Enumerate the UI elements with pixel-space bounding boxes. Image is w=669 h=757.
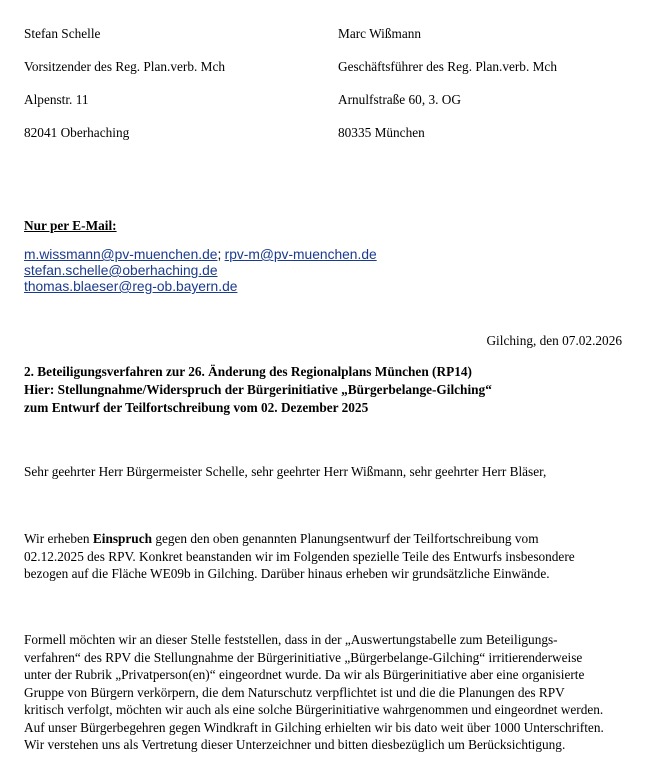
sender-left-name: Stefan Schelle <box>24 26 101 41</box>
subject-line-1: 2. Beteiligungsverfahren zur 26. Änderung des Regionalplans München (RP14) <box>24 364 472 379</box>
paragraph-formal-line: Gruppe von Bürgern verkörpern, die dem Naturschutz verpflichtet ist und die die Planungen des RPV <box>24 684 565 700</box>
paragraph-formal-line: Wir verstehen uns als Vertretung dieser Unterzeichner und bitten diesbezüglich um Berücksichtigung. <box>24 737 566 752</box>
delivery-label: Nur per E-Mail: <box>24 218 117 233</box>
paragraph-formal-line: Formell möchten wir an dieser Stelle feststellen, dass in der „Auswertungstabelle zum Beteiligungs- <box>24 632 558 647</box>
salutation: Sehr geehrter Herr Bürgermeister Schelle, sehr geehrter Herr Wißmann, sehr geehrter Herr Bläser, <box>24 464 547 479</box>
paragraph-objection-line-1 <box>24 530 634 548</box>
email-link-schelle[interactable]: stefan.schelle@oberhaching.de <box>24 263 218 278</box>
email-link-blaeser[interactable]: thomas.blaeser@reg-ob.bayern.de <box>24 279 238 294</box>
paragraph-objection <box>24 530 634 583</box>
email-line-3 <box>24 278 237 295</box>
sender-right-street: Arnulfstraße 60, 3. OG <box>338 92 461 107</box>
paragraph-formal-line: Auf unser Bürgerbegehren gegen Windkraft in Gilching erhielten wir bis dato weit über 1000 Unterschriften. <box>24 719 604 735</box>
email-separator: ; <box>217 247 222 262</box>
sender-left-city: 82041 Oberhaching <box>24 125 130 140</box>
objection-text-after: gegen den oben genannten Planungsentwurf der Teilfortschreibung vom <box>152 531 539 546</box>
objection-text-before: Wir erheben <box>24 531 93 546</box>
paragraph-formal-line: unter der Rubrik „Privatperson(en)“ eingeordnet wurde. Da wir als Bürgerinitiative aber eine organisierte <box>24 667 585 682</box>
paragraph-formal-line: verfahren“ des RPV die Stellungnahme der Bürgerinitiative „Bürgerbelange-Gilching“ irritierenderweise <box>24 649 583 665</box>
email-line-2 <box>24 262 218 279</box>
sender-left-role: Vorsitzender des Reg. Plan.verb. Mch <box>24 59 226 74</box>
email-link-wissmann[interactable]: m.wissmann@pv-muenchen.de <box>24 247 218 262</box>
email-line-1 <box>24 246 377 263</box>
objection-keyword: Einspruch <box>92 531 152 546</box>
paragraph-objection-line-2: 02.12.2025 des RPV. Konkret beanstanden wir im Folgenden spezielle Teile des Entwurfs insbesondere <box>24 548 575 564</box>
date-line: Gilching, den 07.02.2026 <box>486 333 622 348</box>
subject-line-2: Hier: Stellungnahme/Widerspruch der Bürgerinitiative „Bürgerbelange-Gilching“ <box>24 382 492 397</box>
paragraph-objection-line-3: bezogen auf die Fläche WE09b in Gilching. Darüber hinaus erheben wir grundsätzliche Einwände. <box>24 566 550 581</box>
subject-line-3: zum Entwurf der Teilfortschreibung vom 02. Dezember 2025 <box>24 400 369 415</box>
paragraph-formal <box>24 631 634 754</box>
email-link-rpv[interactable]: rpv-m@pv-muenchen.de <box>224 247 377 262</box>
sender-right-name: Marc Wißmann <box>338 26 422 41</box>
sender-left-street: Alpenstr. 11 <box>24 92 89 107</box>
paragraph-formal-line: kritisch verfolgt, möchten wir auch als eine solche Bürgerinitiative wahrgenommen und eingeordnet werden. <box>24 702 604 717</box>
sender-right-city: 80335 München <box>338 125 425 140</box>
sender-right-role: Geschäftsführer des Reg. Plan.verb. Mch <box>338 59 557 74</box>
